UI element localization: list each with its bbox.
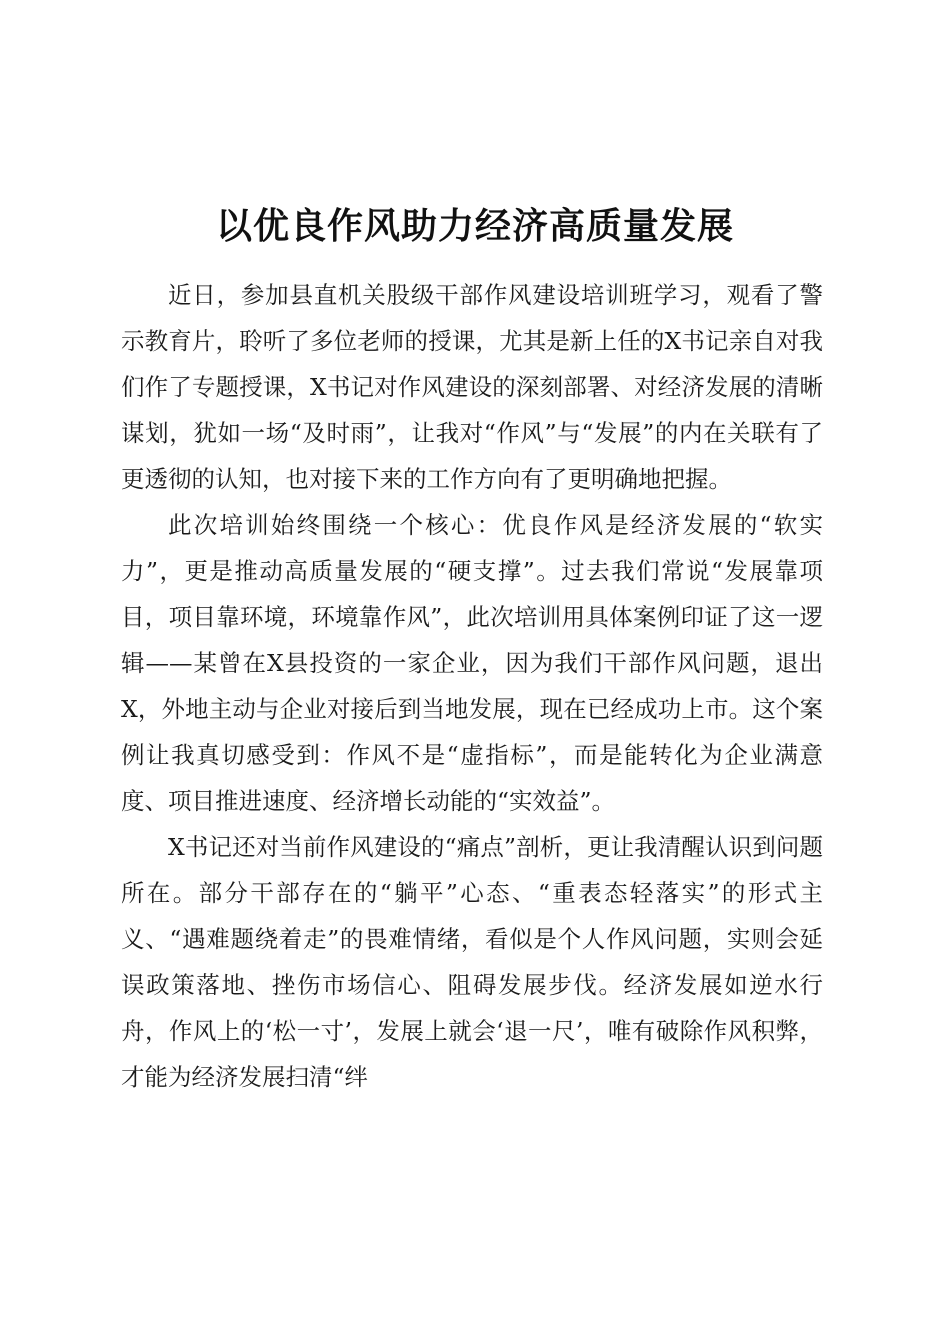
paragraph-3: X书记还对当前作风建设的“痛点”剖析，更让我清醒认识到问题所在。部分干部存在的“躺平”心态、“重表态轻落实”的形式主义、“遇难题绕着走”的畏难情绪，看似是个人作风问题，实则会延误政策落地、挫伤市场信心、阻碍发展步伐。经济发展如逆水行舟，作风上的‘松一寸’，发展上就会‘退一尺’，唯有破除作风积弊，才能为经济发展扫清“绊 <box>121 833 823 1091</box>
paragraph-1: 近日，参加县直机关股级干部作风建设培训班学习，观看了警示教育片，聆听了多位老师的授课，尤其是新上任的X书记亲自对我们作了专题授课，X书记对作风建设的深刻部署、对经济发展的清晰谋划，犹如一场“及时雨”，让我对“作风”与“发展”的内在关联有了更透彻的认知，也对接下来的工作方向有了更明确地把握。 <box>121 281 823 493</box>
paragraph-2: 此次培训始终围绕一个核心：优良作风是经济发展的“软实力”，更是推动高质量发展的“硬支撑”。过去我们常说“发展靠项目，项目靠环境，环境靠作风”，此次培训用具体案例印证了这一逻辑——某曾在X县投资的一家企业，因为我们干部作风问题，退出X，外地主动与企业对接后到当地发展，现在已经成功上市。这个案例让我真切感受到：作风不是“虚指标”，而是能转化为企业满意度、项目推进速度、经济增长动能的“实效益”。 <box>121 511 823 815</box>
document-body <box>121 272 823 1100</box>
document-title: 以优良作风助力经济高质量发展 <box>215 205 734 248</box>
